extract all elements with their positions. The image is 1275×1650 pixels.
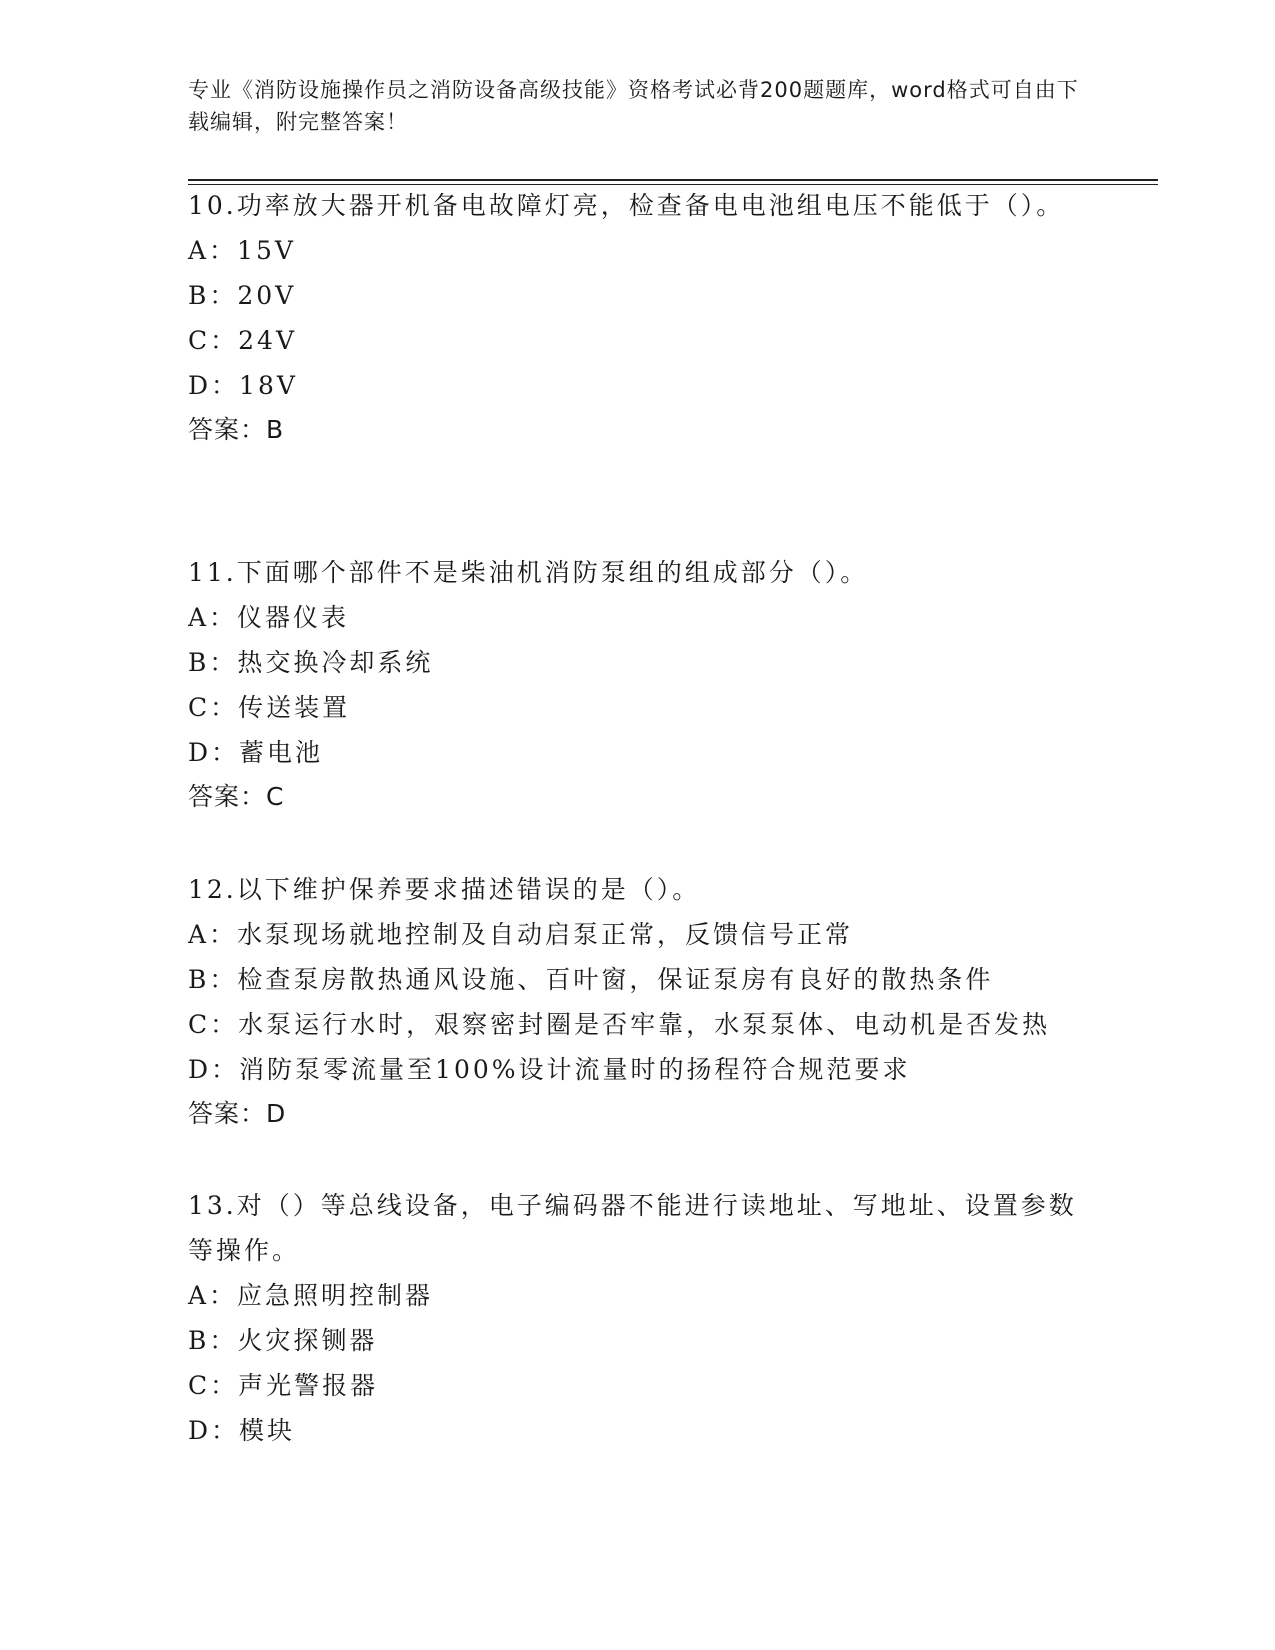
option-c: C：水泵运行水时，艰察密封圈是否牢靠，水泵泵体、电动机是否发热: [188, 1010, 1051, 1039]
answer-text: 答案：D: [188, 1099, 287, 1128]
option-d: D：18V: [188, 371, 298, 400]
option-c: C：声光警报器: [188, 1371, 379, 1400]
question-11: [188, 550, 1088, 819]
option-d: D：蓄电池: [188, 738, 324, 767]
question-10: [188, 183, 1088, 452]
option-a: A：应急照明控制器: [188, 1281, 434, 1310]
option-b: B：检查泵房散热通风设施、百叶窗，保证泵房有良好的散热条件: [188, 965, 994, 994]
option-c: C：传送装置: [188, 693, 351, 722]
option-b: B：热交换冷却系统: [188, 648, 434, 677]
option-b: B：20V: [188, 281, 297, 310]
question-13: [188, 1183, 1088, 1453]
option-b: B：火灾探铡器: [188, 1326, 378, 1355]
option-a: A：水泵现场就地控制及自动启泵正常，反馈信号正常: [188, 920, 854, 949]
option-d: D：消防泵零流量至100%设计流量时的扬程符合规范要求: [188, 1055, 911, 1084]
question-stem: 11.下面哪个部件不是柴油机消防泵组的组成部分（）。: [188, 558, 869, 587]
question-stem: 13.对（）等总线设备，电子编码器不能进行读地址、写地址、设置参数等操作。: [188, 1191, 1077, 1265]
question-stem: 10.功率放大器开机备电故障灯亮，检查备电电池组电压不能低于（）。: [188, 191, 1065, 220]
option-c: C：24V: [188, 326, 297, 355]
option-a: A：仪器仪表: [188, 603, 350, 632]
answer-text: 答案：C: [188, 782, 285, 811]
question-12: [188, 867, 1088, 1136]
option-d: D：模块: [188, 1416, 296, 1445]
question-stem: 12.以下维护保养要求描述错误的是（）。: [188, 875, 701, 904]
answer-text: 答案：B: [188, 415, 285, 444]
header-divider-thick: [188, 179, 1158, 181]
document-header: 专业《消防设施操作员之消防设备高级技能》资格考试必背200题题库，word格式可自由下载编辑，附完整答案！: [188, 78, 1079, 134]
option-a: A：15V: [188, 236, 296, 265]
